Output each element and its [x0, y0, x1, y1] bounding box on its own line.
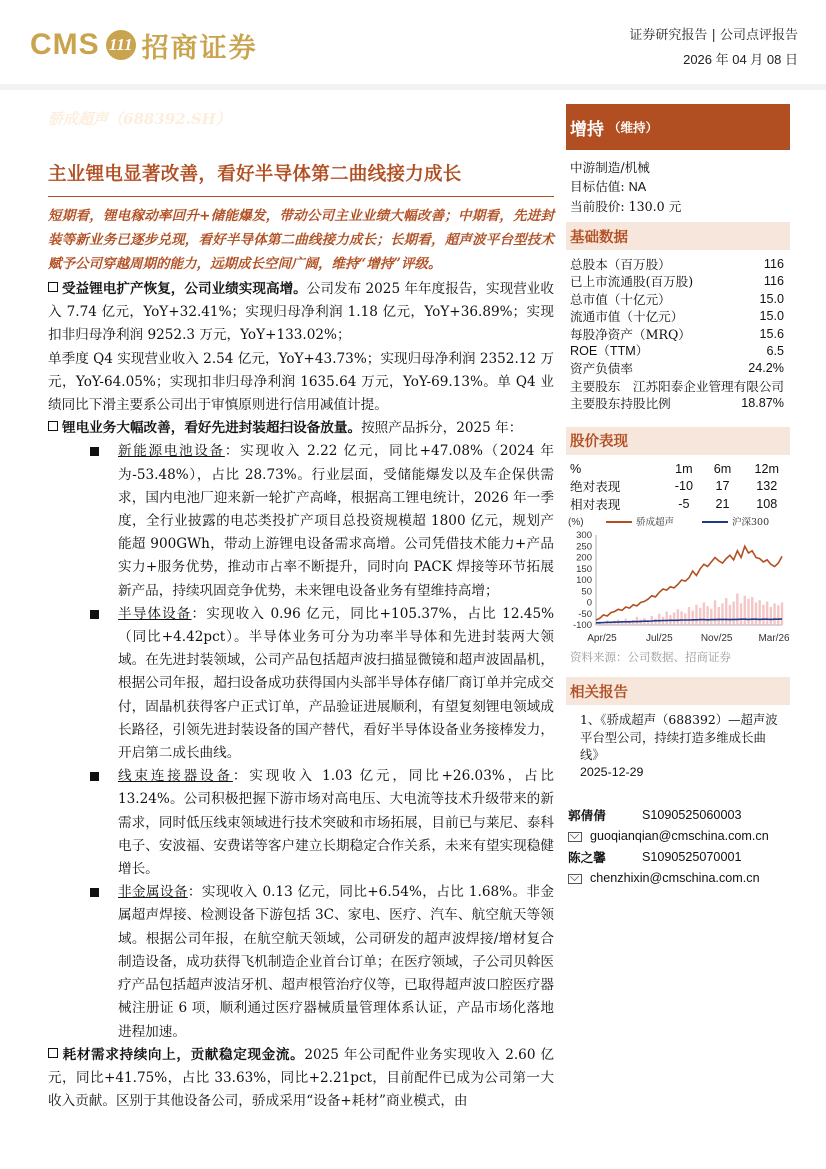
volume-bar: [755, 603, 757, 626]
related-report: [566, 705, 790, 781]
basic-row: [566, 273, 790, 290]
basic-row: [566, 291, 790, 308]
performance-row: [566, 478, 790, 496]
table-cell: 相对表现: [570, 496, 621, 512]
basic-key: 主要股东: [570, 378, 621, 394]
stock-meta: [566, 158, 790, 216]
mail-icon: [568, 874, 582, 884]
volume-bar: [673, 613, 675, 626]
analyst-email[interactable]: guoqianqian@cmschina.com.cn: [590, 829, 769, 844]
volume-bar: [639, 620, 641, 625]
chart-source: 资料来源：公司数据、招商证券: [570, 650, 731, 665]
rating-note: （维持）: [608, 120, 659, 135]
volume-bar: [654, 619, 656, 625]
summary-paragraph: 短期看，锂电稼动率回升+储能爆发，带动公司主业业绩大幅改善；中期看，先进封装等新业务已逐步兑现，看好半导体第二曲线接力成长；长期看，超声波平台型技术赋予公司穿越周期的能力，远期成长空间广阔，维持“增持”评级。: [48, 208, 554, 272]
y-tick-label: 0: [586, 597, 592, 609]
price-chart: [566, 515, 790, 647]
volume-bar: [695, 605, 697, 625]
table-cell: 17: [715, 479, 730, 494]
basic-key: 总股本（百万股）: [570, 257, 671, 272]
company-logo: [30, 26, 258, 64]
volume-bar: [658, 614, 660, 625]
volume-bar: [692, 611, 694, 625]
rating-value: 增持: [570, 119, 604, 140]
table-cell: -5: [678, 496, 690, 511]
square-bullet-icon: [90, 772, 99, 781]
logo-latin: CMS: [30, 28, 100, 61]
target-valuation: [570, 177, 790, 197]
x-tick-label: Jul/25: [645, 633, 673, 645]
table-header: 12m: [754, 461, 780, 476]
square-bullet-icon: [90, 888, 99, 897]
paragraph-consumables: [48, 1044, 554, 1114]
volume-bar: [729, 605, 731, 625]
volume-bar: [706, 607, 708, 626]
y-tick-label: 150: [576, 564, 592, 576]
volume-bar: [744, 596, 746, 625]
segment-harness: [48, 765, 554, 881]
legend-label: 沪深300: [732, 517, 770, 529]
volume-bar: [747, 599, 749, 625]
volume-bar: [710, 609, 712, 625]
related-report-title[interactable]: 1、《骄成超声（688392）—超声波平台型公司，持续打造多维成长曲线》: [580, 712, 778, 763]
paragraph-segments: [48, 417, 554, 440]
y-axis-label: (%): [568, 517, 584, 529]
volume-bar: [732, 602, 734, 625]
report-type: 证券研究报告 | 公司点评报告: [629, 28, 798, 43]
section-price-performance: 股价表现: [566, 427, 790, 455]
paragraph-heading: 受益锂电扩产恢复，公司业绩实现高增。: [62, 281, 307, 297]
price-label: 当前股价:: [570, 199, 625, 214]
rating-banner: [566, 104, 790, 150]
paragraph-text: 按照产品拆分，2025 年：: [361, 420, 523, 437]
segment-text: ：实现收入 0.96 亿元，同比+105.37%，占比 12.45%（同比+4.42pct）。半导体业务可分为功率半导体和先进封装两大领域。在先进封装领域，公司产品包括超声波扫描显微镜和超声波固晶机，根据公司年报，超扫设备成功获得国内头部半导体存储厂商订单并完成交付，固晶机获得客户正式订单，产品验证进展顺利，有望复刻锂电领域成长路径，引领先进封装设备的国产替代，看好半导体设备业务接棒发力，开启第二成长曲线。: [118, 605, 555, 762]
analyst-email[interactable]: chenzhixin@cmschina.com.cn: [590, 871, 760, 886]
table-header: 1m: [675, 461, 693, 476]
logo-chinese: 招商证券: [141, 32, 258, 64]
segment-label: 半导体设备: [118, 605, 192, 622]
price-value: 130.0 元: [628, 199, 682, 214]
segment-text: ：实现收入 0.13 亿元，同比+6.54%，占比 1.68%。非金属超声焊接、检测设备下游包括 3C、家电、医疗、汽车、航空航天等领域。根据公司年报，在航空航天领域，公司研发的超声波焊接/增材复合制造设备，成功获得飞机制造企业首台订单；在医疗领域，子公司贝斡医疗产品包括超声波洁牙机、超声根管治疗仪等，已取得超声波口腔医疗器械注册证 6 项，顺利通过医疗器械质量管理体系认证，产品市场化落地进程加速。: [118, 884, 554, 1040]
volume-bar: [758, 601, 760, 626]
basic-value: 15.6: [759, 326, 784, 341]
basic-row: [566, 395, 790, 412]
y-tick-label: 200: [576, 552, 592, 564]
performance-table: [566, 461, 790, 514]
volume-bar: [632, 620, 634, 625]
square-bullet-icon: [90, 610, 99, 619]
segment-label: 非金属设备: [118, 884, 188, 901]
x-tick-label: Apr/25: [587, 633, 617, 645]
volume-bar: [762, 605, 764, 625]
logo-badge-icon: 111: [106, 30, 136, 60]
section-related-reports: 相关报告: [566, 677, 790, 705]
volume-bar: [680, 612, 682, 626]
paragraph-text: 公司发布 2025 年年度报告，实现营业收入 7.74 亿元，YoY+32.41%；实现归母净利润 1.18 亿元，YoY+36.89%；实现扣非归母净利润 9252.3 万元，YoY+133.02%；: [48, 281, 554, 344]
performance-header-row: [566, 461, 790, 479]
analyst-row: [568, 847, 790, 868]
analyst-cert: S1090525060003: [642, 808, 742, 823]
volume-bar: [736, 594, 738, 626]
basic-row: [566, 378, 790, 395]
basic-key: 资产负债率: [570, 361, 633, 377]
volume-bar: [751, 598, 753, 626]
y-tick-label: 250: [576, 541, 592, 553]
segment-nonmetal: [48, 881, 554, 1043]
segment-battery: [48, 440, 554, 602]
segment-semiconductor: [48, 603, 554, 765]
paragraph-text: 2025 年公司配件业务实现收入 2.60 亿元，同比+41.75%，占比 33.63%，同比+2.21pct，目前配件已成为公司第一大收入贡献。区别于其他设备公司，骄成采用“设备+耗材”商业模式，由: [48, 1046, 555, 1110]
volume-bar: [688, 607, 690, 625]
related-report-date: 2025-12-29: [580, 764, 644, 779]
volume-bar: [677, 610, 679, 626]
table-cell: -10: [674, 479, 693, 494]
basic-data-list: [566, 256, 790, 413]
basic-value: 江苏阳泰企业管理有限公司: [632, 378, 784, 394]
current-price: [570, 197, 790, 216]
volume-bar: [699, 608, 701, 625]
performance-row: [566, 496, 790, 514]
basic-row: [566, 360, 790, 377]
report-body: [48, 278, 554, 1113]
segment-text: ：实现收入 2.22 亿元，同比+47.08%（2024 年为-53.48%），占比 28.73%。行业层面，受储能爆发以及车企保供需求，国内电池厂迎来新一轮扩产高峰，根据高工锂电统计，2026 年一季度，全行业披露的电芯类投扩产项目总投资规模超 1800 亿元，规划产能超 900GWh，带动上游锂电设备需求高增。公司凭借技术能力+产品实力+服务优势，推动市占率不断提升，同时向 PACK 焊接等环节拓展新产品，持续巩固竞争优势，未来锂电设备业务有望维持高增；: [118, 443, 554, 599]
analyst-row: [568, 805, 790, 826]
report-title: 主业锂电显著改善，看好半导体第二曲线接力成长: [48, 164, 462, 185]
y-tick-label: 50: [581, 586, 592, 598]
table-header: %: [570, 461, 582, 476]
volume-bar: [766, 602, 768, 625]
basic-key: 主要股东持股比例: [570, 396, 671, 412]
basic-value: 24.2%: [748, 361, 784, 376]
target-label: 目标估值:: [570, 179, 625, 194]
y-tick-label: -100: [572, 620, 592, 632]
basic-key: 已上市流通股(百万股): [570, 274, 694, 290]
table-cell: 132: [756, 479, 778, 494]
volume-bar: [714, 601, 716, 626]
report-date: 2026 年 04 月 08 日: [683, 52, 798, 67]
basic-row: [566, 256, 790, 273]
x-tick-label: Mar/26: [758, 633, 790, 645]
volume-bar: [703, 603, 705, 626]
volume-bar: [684, 614, 686, 626]
basic-value: 15.0: [759, 309, 784, 324]
square-bullet-icon: [90, 447, 99, 456]
basic-value: 6.5: [766, 344, 784, 359]
volume-bar: [725, 598, 727, 625]
y-tick-label: 100: [576, 575, 592, 587]
basic-key: ROE（TTM）: [570, 344, 649, 359]
segment-text: ：实现收入 1.03 亿元，同比+26.03%，占比 13.24%。公司积极把握下游市场对高电压、大电流等技术升级带来的新需求，同时低压线束领域进行技术突破和市场拓展，目前已与莱尼、泰科电子、安波福、安费诺等客户建立长期稳定合作关系，未来有望实现稳健增长。: [118, 768, 555, 878]
paragraph-heading: 锂电业务大幅改善，看好先进封装超扫设备放量。: [62, 420, 362, 437]
title-divider: [48, 196, 554, 197]
volume-bar: [781, 603, 783, 626]
company-tagline: 骄成超声（688392.SH）: [48, 110, 231, 128]
analyst-cert: S1090525070001: [642, 850, 742, 865]
analyst-list: [566, 805, 790, 889]
segment-label: 新能源电池设备: [118, 443, 225, 460]
basic-value: 18.87%: [741, 396, 784, 411]
sidebar: [566, 104, 790, 889]
table-cell: 21: [715, 496, 730, 511]
volume-bar: [773, 604, 775, 626]
paragraph-heading: 耗材需求持续向上，贡献稳定现金流。: [62, 1046, 305, 1063]
basic-row: [566, 326, 790, 343]
header-divider: [0, 84, 826, 90]
basic-key: 每股净资产（MRQ）: [570, 326, 691, 342]
table-header: 6m: [713, 461, 732, 476]
basic-value: 116: [763, 274, 784, 289]
y-tick-label: -50: [578, 609, 592, 621]
volume-bar: [777, 606, 779, 626]
analyst-email-row: [568, 826, 790, 847]
checkbox-bullet-icon: [48, 1048, 58, 1058]
table-cell: 108: [756, 496, 778, 511]
volume-bar: [665, 612, 667, 626]
analyst-name: 郭倩倩: [568, 808, 606, 824]
legend-label: 骄成超声: [636, 517, 675, 529]
basic-row: [566, 343, 790, 360]
basic-key: 总市值（十亿元）: [570, 291, 671, 307]
main-column: [48, 108, 555, 1110]
paragraph-q4: 单季度 Q4 实现营业收入 2.54 亿元，YoY+43.73%；实现归母净利润 2352.12 万元，YoY-64.05%；实现扣非归母净利润 1635.64 万元，YoY-69.13%。单 Q4 业绩同比下滑主要系公司出于审慎原则进行信用减值计提。: [48, 350, 554, 414]
x-tick-label: Nov/25: [700, 633, 733, 645]
basic-key: 流通市值（十亿元）: [570, 309, 684, 325]
basic-value: 116: [763, 257, 784, 271]
mail-icon: [568, 832, 582, 842]
report-header-info: [629, 24, 798, 72]
table-cell: 绝对表现: [570, 479, 621, 495]
analyst-name: 陈之馨: [568, 850, 606, 866]
volume-bar: [770, 607, 772, 625]
volume-bar: [718, 607, 720, 625]
basic-row: [566, 308, 790, 325]
analyst-email-row: [568, 868, 790, 889]
basic-value: 15.0: [759, 291, 784, 306]
section-basic-data: 基础数据: [566, 222, 790, 250]
paragraph-performance: [48, 278, 554, 348]
volume-bar: [740, 604, 742, 626]
y-tick-label: 300: [576, 530, 592, 542]
checkbox-bullet-icon: [48, 421, 58, 431]
target-value: NA: [628, 180, 647, 194]
volume-bar: [721, 604, 723, 626]
checkbox-bullet-icon: [48, 282, 58, 292]
segment-label: 线束连接器设备: [118, 768, 233, 785]
industry: 中游制造/机械: [570, 160, 650, 175]
